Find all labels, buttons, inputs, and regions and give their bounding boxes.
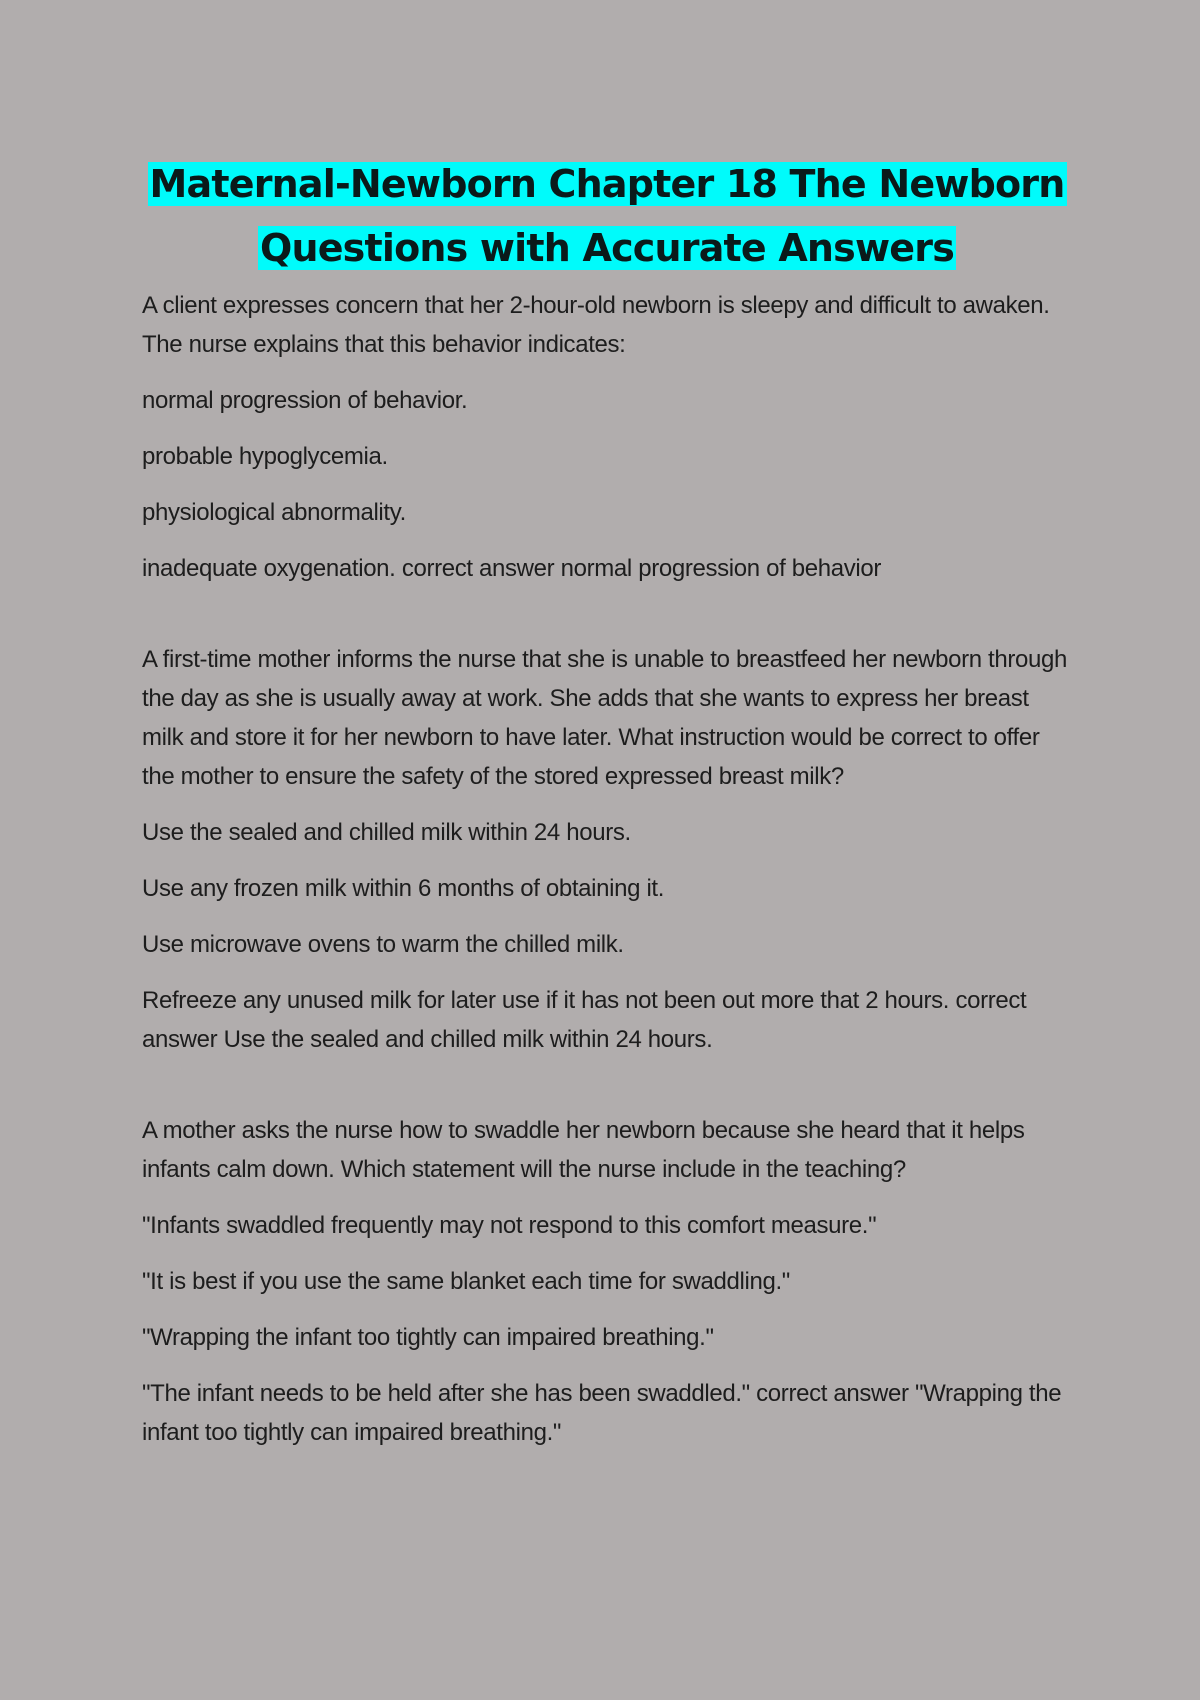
question-text: A client expresses concern that her 2-hour-old newborn is sleepy and difficult to awaken. The nurse explains that this behavior indicates:: [142, 292, 1050, 358]
answer-option: "Infants swaddled frequently may not respond to this comfort measure.": [142, 1212, 877, 1239]
answer-option: "It is best if you use the same blanket each time for swaddling.": [142, 1268, 790, 1295]
question-text: A first-time mother informs the nurse that she is unable to breastfeed her newborn through the day as she is usually away at work. She adds that she wants to express her breast milk and store it for her newborn to have later. What instruction would be correct to offer the mother to ensure the safety of the stored expressed breast milk?: [142, 646, 1068, 790]
answer-option-with-correct-answer: inadequate oxygenation. correct answer normal progression of behavior: [142, 555, 881, 582]
answer-option: physiological abnormality.: [142, 499, 406, 526]
answer-option: Use any frozen milk within 6 months of obtaining it.: [142, 875, 665, 902]
answer-option: "Wrapping the infant too tightly can impaired breathing.": [142, 1324, 714, 1351]
question-block-3: [142, 1111, 1072, 1452]
page-title: Maternal-Newborn Chapter 18 The Newborn Questions with Accurate Answers: [149, 162, 1065, 270]
answer-option: normal progression of behavior.: [142, 387, 468, 414]
question-text: A mother asks the nurse how to swaddle her newborn because she heard that it helps infants calm down. Which statement will the nurse include in the teaching?: [142, 1117, 1025, 1183]
answer-option: Use the sealed and chilled milk within 24 hours.: [142, 819, 631, 846]
answer-option-with-correct-answer: Refreeze any unused milk for later use if it has not been out more that 2 hours. correct answer Use the sealed and chilled milk within 24 hours.: [142, 987, 1027, 1053]
answer-option-with-correct-answer: "The infant needs to be held after she has been swaddled." correct answer "Wrapping the infant too tightly can impaired breathing.": [142, 1380, 1062, 1446]
answer-option: Use microwave ovens to warm the chilled milk.: [142, 931, 624, 958]
question-block-1: [142, 286, 1072, 588]
title-block: [142, 152, 1072, 280]
answer-option: probable hypoglycemia.: [142, 443, 388, 470]
question-block-2: [142, 640, 1072, 1059]
